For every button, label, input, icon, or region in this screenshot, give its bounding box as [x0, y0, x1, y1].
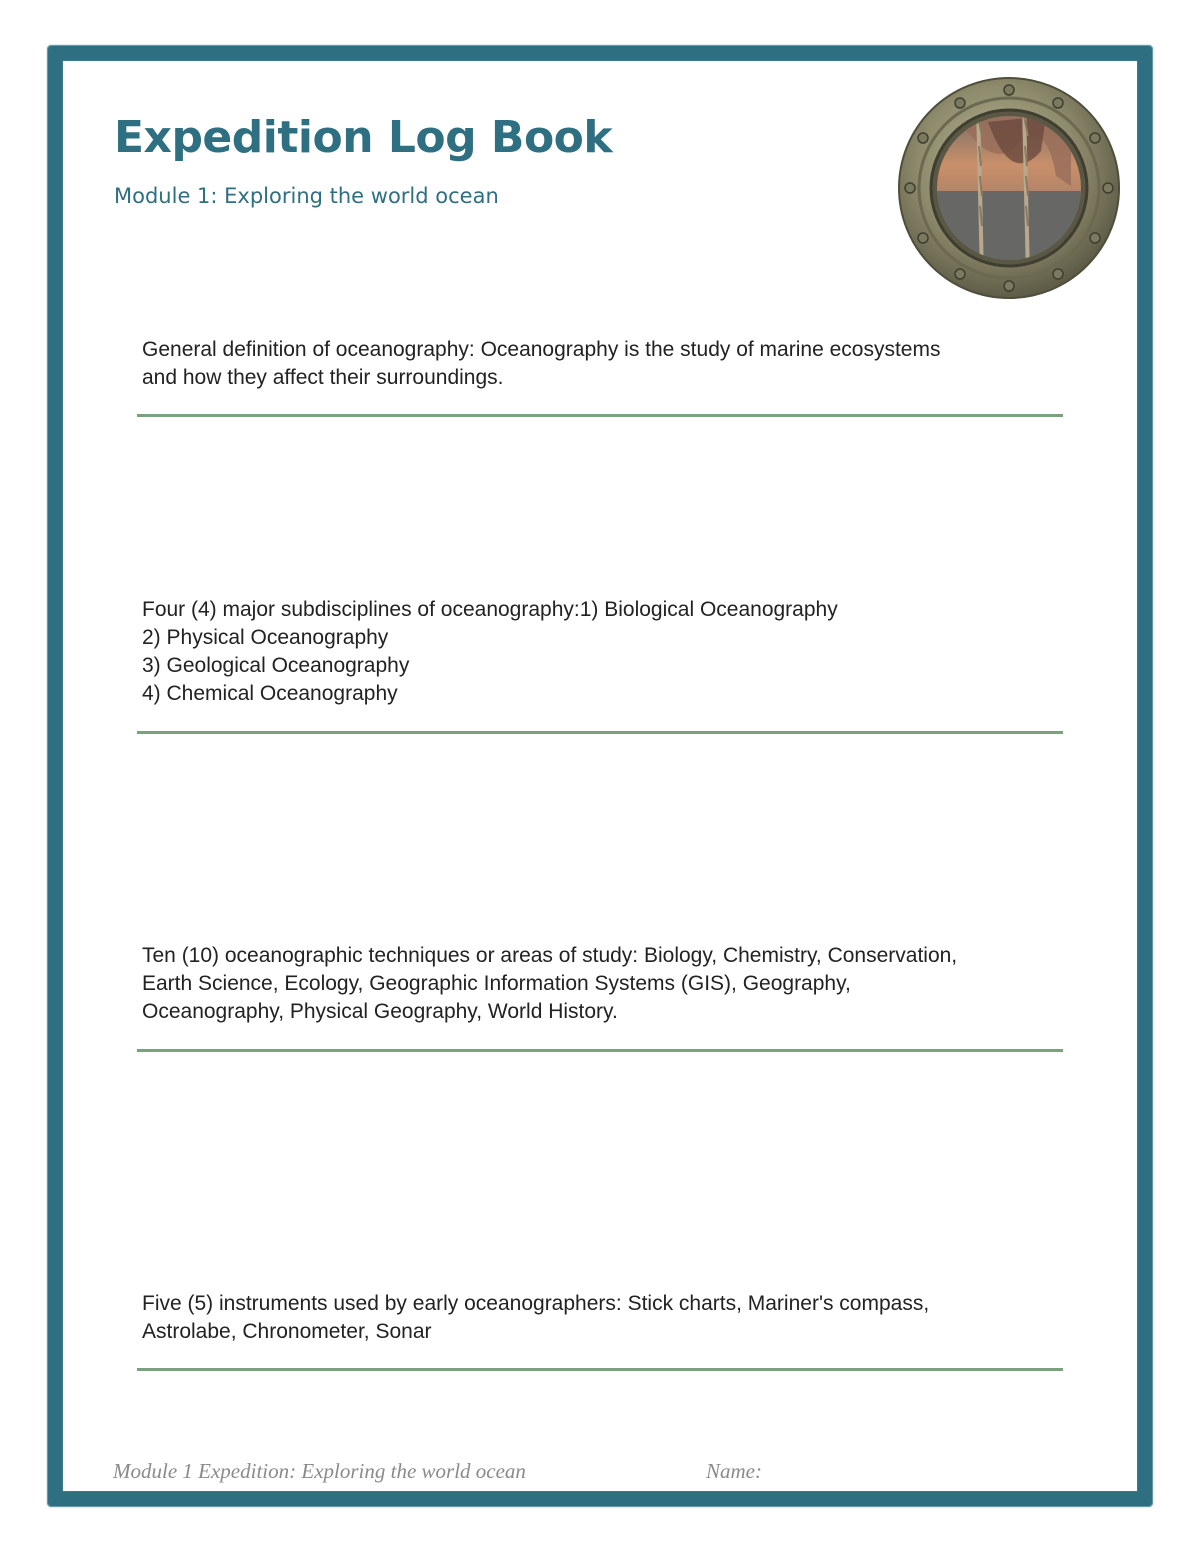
section-divider: [137, 1368, 1063, 1371]
section-subdisciplines-text: Four (4) major subdisciplines of oceanography:1) Biological Oceanography 2) Physical Oceanography 3) Geological Oceanography 4) Chemical Oceanography: [142, 598, 838, 705]
section-divider: [137, 1049, 1063, 1052]
section-divider: [137, 731, 1063, 734]
section-divider: [137, 414, 1063, 417]
porthole-illustration-icon: [896, 76, 1122, 300]
section-instruments-text: Five (5) instruments used by early oceanographers: Stick charts, Mariner's compass, Astrolabe, Chronometer, Sonar: [142, 1292, 930, 1343]
page-subtitle: Module 1: Exploring the world ocean: [114, 184, 499, 208]
section-techniques-text: Ten (10) oceanographic techniques or areas of study: Biology, Chemistry, Conservation, Earth Science, Ecology, Geographic Information Systems (GIS), Geography, Oceanography, Physical Geography, World History.: [142, 944, 958, 1023]
section-definition-text: General definition of oceanography: Oceanography is the study of marine ecosystems and how they affect their surroundings.: [142, 338, 941, 389]
footer-name-label: Name:: [706, 1459, 762, 1483]
page-title: Expedition Log Book: [114, 112, 613, 163]
footer-module-label: Module 1 Expedition: Exploring the world ocean: [113, 1459, 526, 1483]
